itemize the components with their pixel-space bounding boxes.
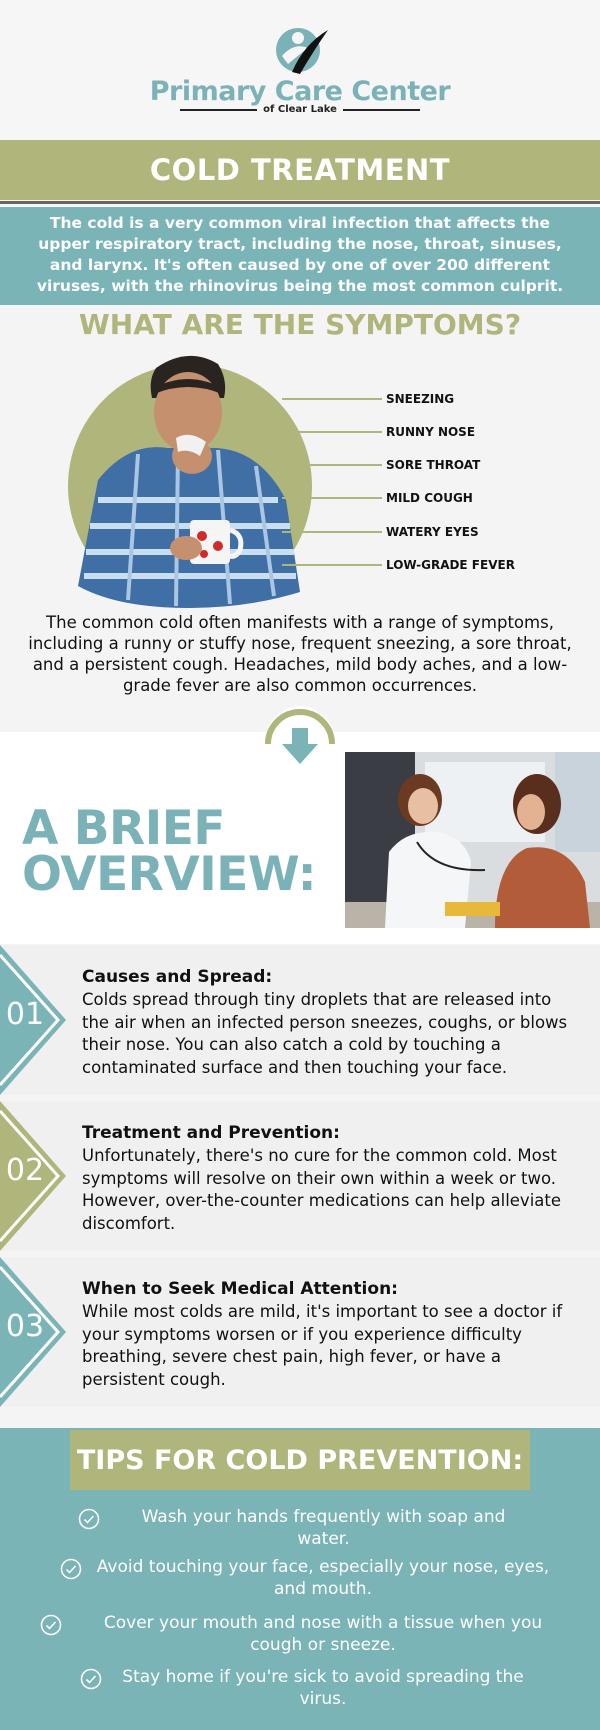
doctor-patient-photo — [345, 752, 600, 928]
step-body: While most colds are mild, it's important to see a doctor if your symptoms worsen or if you experience difficulty breathing, severe chest pain, high fever, or have a persistent cough. — [82, 1302, 563, 1389]
leader-line — [282, 531, 382, 533]
leader-line — [282, 497, 382, 499]
tip-item — [78, 1506, 533, 1550]
page-title: COLD TREATMENT — [149, 153, 451, 187]
divider — [180, 109, 257, 111]
symptoms-heading: WHAT ARE THE SYMPTOMS? — [78, 308, 522, 341]
divider — [0, 200, 600, 207]
symptom-item — [282, 525, 479, 539]
arrow-down-icon — [262, 700, 338, 776]
logo-mark-icon — [274, 24, 330, 80]
symptom-label: MILD COUGH — [386, 491, 473, 505]
step-number: 03 — [5, 1309, 45, 1344]
symptom-item — [282, 425, 475, 439]
check-circle-icon — [60, 1558, 82, 1580]
leader-line — [282, 564, 382, 566]
symptom-item — [282, 392, 454, 406]
step-body: Colds spread through tiny droplets that are released into the air when an infected person sneezes, coughs, or blows their nose. You can also catch a cold by touching a contaminated surface and then touching your face. — [82, 990, 568, 1077]
tip-item — [40, 1612, 570, 1656]
symptom-item — [282, 558, 515, 572]
check-circle-icon — [78, 1508, 100, 1530]
logo-subtitle: of Clear Lake — [263, 104, 337, 115]
check-circle-icon — [80, 1668, 102, 1690]
intro-text: The cold is a very common viral infection that affects the upper respiratory tract, including the nose, throat, sinuses, and larynx. It's often caused by one of over 200 different viruses, with the rhinovirus being the most common culprit. — [0, 207, 600, 305]
symptom-item — [282, 458, 480, 472]
step-heading: Causes and Spread: — [82, 967, 273, 987]
overview-heading — [22, 801, 317, 902]
overview-heading-line: OVERVIEW: — [22, 847, 317, 902]
symptom-label: WATERY EYES — [386, 525, 479, 539]
tip-text: Stay home if you're sick to avoid spreading the virus. — [122, 1667, 524, 1709]
title-band — [0, 140, 600, 200]
symptom-label: RUNNY NOSE — [386, 425, 476, 439]
leader-line — [282, 431, 382, 433]
step-number: 02 — [5, 1153, 45, 1188]
logo-name: Primary Care Center — [149, 76, 451, 107]
header — [0, 0, 600, 140]
step-card — [0, 1101, 600, 1251]
tip-text: Wash your hands frequently with soap and water. — [141, 1507, 506, 1549]
check-circle-icon — [40, 1614, 62, 1636]
symptom-label: SORE THROAT — [386, 458, 481, 472]
symptom-label: LOW-GRADE FEVER — [386, 558, 515, 572]
symptom-item — [282, 491, 473, 505]
leader-line — [282, 464, 382, 466]
step-heading: Treatment and Prevention: — [82, 1123, 340, 1143]
step-number: 01 — [5, 997, 45, 1032]
divider — [343, 109, 420, 111]
tip-text: Avoid touching your face, especially your nose, eyes, and mouth. — [96, 1557, 550, 1599]
logo-subtitle-row — [180, 104, 420, 115]
tips-heading-band — [70, 1430, 530, 1490]
tip-text: Cover your mouth and nose with a tissue when you cough or sneeze. — [103, 1613, 543, 1655]
step-body: Unfortunately, there's no cure for the common cold. Most symptoms will resolve on their own within a week or two. However, over-the-counter medications can help alleviate discomfort. — [82, 1146, 562, 1233]
sick-man-illustration — [68, 350, 312, 608]
tip-item — [80, 1666, 530, 1710]
tips-heading: TIPS FOR COLD PREVENTION: — [76, 1444, 524, 1476]
overview-heading-line: A BRIEF — [22, 801, 225, 856]
leader-line — [282, 398, 382, 400]
step-card — [0, 945, 600, 1095]
step-heading: When to Seek Medical Attention: — [82, 1279, 398, 1299]
tip-item — [60, 1556, 550, 1600]
symptoms-paragraph: The common cold often manifests with a range of symptoms, including a runny or stuffy nose, frequent sneezing, a sore throat, and a persistent cough. Headaches, mild body aches, and a low-grade fever are also common occurrences. — [28, 613, 572, 695]
symptom-label: SNEEZING — [386, 392, 455, 406]
step-card — [0, 1257, 600, 1407]
